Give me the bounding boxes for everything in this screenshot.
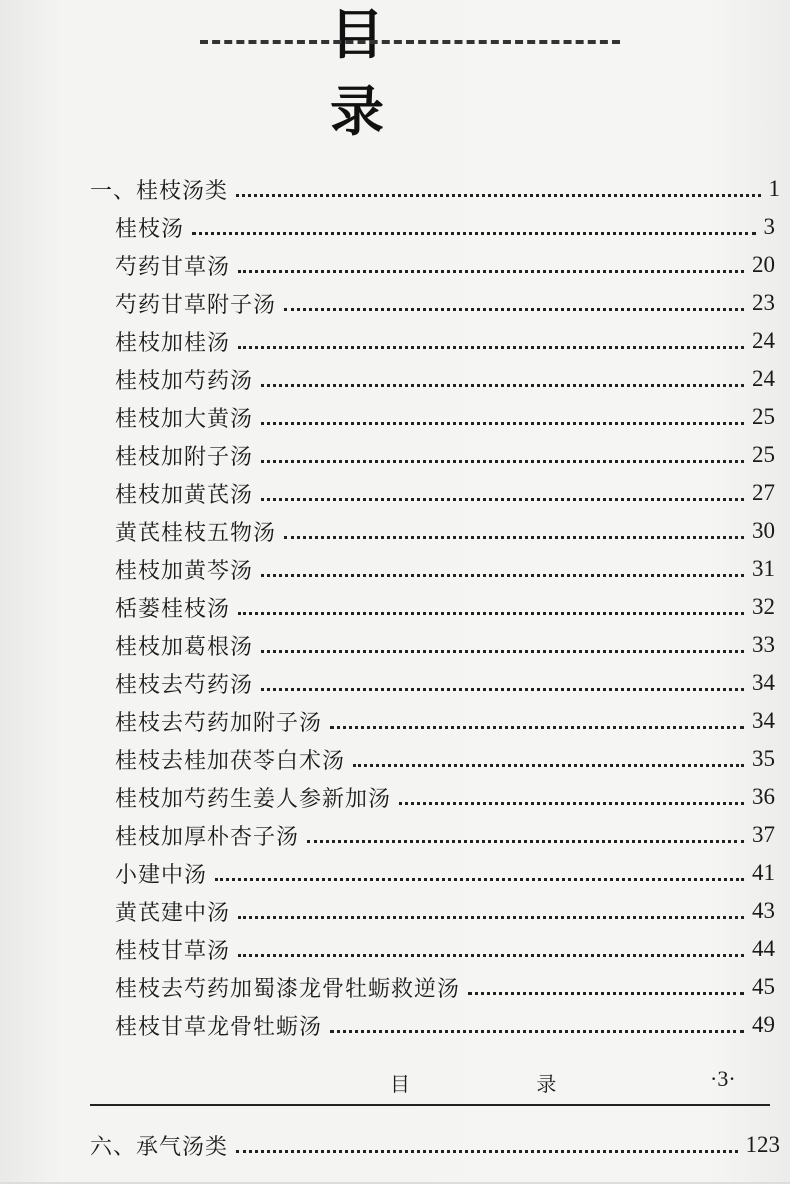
toc-entry[interactable] [0, 550, 775, 588]
toc-leader-dots [215, 878, 744, 881]
toc-entry-title: 桂枝汤 [115, 216, 185, 242]
toc-page-number: 30 [752, 518, 775, 543]
toc-entry-title: 桂枝去桂加茯苓白术汤 [115, 748, 346, 774]
toc-entry[interactable] [0, 436, 775, 474]
toc-entry[interactable] [0, 778, 775, 816]
toc-entry-title: 桂枝加桂汤 [115, 330, 231, 356]
toc-entry[interactable] [0, 740, 775, 778]
toc-leader-dots [261, 498, 744, 501]
toc-leader-dots [353, 764, 744, 767]
toc-entry[interactable] [0, 930, 775, 968]
toc-entry[interactable] [0, 702, 775, 740]
toc-entry[interactable] [0, 626, 775, 664]
toc-page-number: 35 [752, 746, 775, 771]
toc-leader-dots [261, 688, 744, 691]
toc-entry[interactable] [0, 588, 775, 626]
toc-page-number: 44 [752, 936, 775, 961]
toc-entry-title: 黄芪桂枝五物汤 [115, 520, 277, 546]
toc-leader-dots [261, 650, 744, 653]
toc-entry-title: 桂枝去芍药汤 [115, 672, 254, 698]
toc-entry[interactable] [0, 246, 775, 284]
page-header [200, 0, 620, 143]
toc-page-number: 41 [752, 860, 775, 885]
toc-entry-title: 桂枝加大黄汤 [115, 406, 254, 432]
toc-section[interactable] [0, 170, 780, 208]
toc-entry[interactable] [0, 512, 775, 550]
toc-entry-title: 栝蒌桂枝汤 [115, 596, 231, 622]
toc-page-number: 34 [752, 670, 775, 695]
toc-entry[interactable] [0, 854, 775, 892]
toc-entry-title: 桂枝加黄芪汤 [115, 482, 254, 508]
toc-entry-title: 桂枝加黄芩汤 [115, 558, 254, 584]
toc-entry-title: 桂枝甘草汤 [115, 938, 231, 964]
toc-page-number: 32 [752, 594, 775, 619]
footer-label: 目 录 [390, 1072, 617, 1096]
toc-page-number: 31 [752, 556, 775, 581]
toc-leader-dots [261, 460, 744, 463]
toc-leader-dots [238, 916, 744, 919]
toc-entry[interactable] [0, 474, 775, 512]
toc-page-number: 3 [763, 214, 775, 239]
toc-leader-dots [307, 840, 744, 843]
toc-entry-title: 桂枝加芍药生姜人参新加汤 [115, 786, 392, 812]
toc-section-title: 一、桂枝汤类 [90, 178, 229, 204]
toc-page-number: 1 [768, 176, 780, 201]
page-title: 目 录 [330, 2, 444, 143]
header-rule [200, 40, 620, 44]
toc-entry-title: 桂枝加芍药汤 [115, 368, 254, 394]
toc-entry-title: 小建中汤 [115, 862, 208, 888]
toc-page-number: 123 [745, 1132, 780, 1157]
toc-page-number: 23 [752, 290, 775, 315]
toc-leader-dots [284, 536, 744, 539]
toc-page-number: 36 [752, 784, 775, 809]
toc-leader-dots [399, 802, 744, 805]
toc-section-title: 六、承气汤类 [90, 1134, 229, 1160]
toc-leader-dots [238, 346, 744, 349]
toc-entry[interactable] [0, 892, 775, 930]
toc-page-number: 24 [752, 328, 775, 353]
toc-entry[interactable] [0, 664, 775, 702]
toc-leader-dots [330, 726, 744, 729]
toc-leader-dots [330, 1030, 744, 1033]
toc-entry-title: 桂枝去芍药加蜀漆龙骨牡蛎救逆汤 [115, 976, 461, 1002]
toc-page-number: 45 [752, 974, 775, 999]
toc-entry[interactable] [0, 284, 775, 322]
toc-leader-dots [261, 574, 744, 577]
toc-leader-dots [238, 954, 744, 957]
toc-entry-title: 芍药甘草附子汤 [115, 292, 277, 318]
toc-leader-dots [468, 992, 744, 995]
toc-entry-title: 桂枝去芍药加附子汤 [115, 710, 323, 736]
toc-leader-dots [236, 1150, 737, 1153]
toc-page-number: 27 [752, 480, 775, 505]
toc-leader-dots [261, 422, 744, 425]
toc-page-number: 20 [752, 252, 775, 277]
toc-entry-title: 芍药甘草汤 [115, 254, 231, 280]
toc-page-number: 25 [752, 404, 775, 429]
toc-page-number: 37 [752, 822, 775, 847]
toc-page-number: 25 [752, 442, 775, 467]
toc-entry-title: 桂枝加葛根汤 [115, 634, 254, 660]
toc-leader-dots [192, 232, 755, 235]
toc-entry[interactable] [0, 322, 775, 360]
toc-section[interactable] [0, 1126, 780, 1164]
toc-entry[interactable] [0, 398, 775, 436]
toc-page-number: 33 [752, 632, 775, 657]
page-footer [0, 1060, 790, 1106]
toc-entry-title: 桂枝甘草龙骨牡蛎汤 [115, 1014, 323, 1040]
toc-page-number: 43 [752, 898, 775, 923]
toc-page-number: 34 [752, 708, 775, 733]
toc-entry[interactable] [0, 360, 775, 398]
toc-page-number: 49 [752, 1012, 775, 1037]
toc-entry[interactable] [0, 208, 775, 246]
toc-entry-title: 桂枝加厚朴杏子汤 [115, 824, 300, 850]
toc-page-number: 24 [752, 366, 775, 391]
toc-leader-dots [261, 384, 744, 387]
toc-entry-title: 桂枝加附子汤 [115, 444, 254, 470]
toc-leader-dots [284, 308, 744, 311]
toc-leader-dots [238, 612, 744, 615]
toc-leader-dots [238, 270, 744, 273]
toc-entry[interactable] [0, 968, 775, 1006]
toc-entry[interactable] [0, 816, 775, 854]
toc-entry[interactable] [0, 1006, 775, 1044]
footer-rule [90, 1104, 770, 1106]
toc-leader-dots [236, 194, 760, 197]
toc-entry-title: 黄芪建中汤 [115, 900, 231, 926]
footer-page-number: ·3· [710, 1066, 736, 1091]
